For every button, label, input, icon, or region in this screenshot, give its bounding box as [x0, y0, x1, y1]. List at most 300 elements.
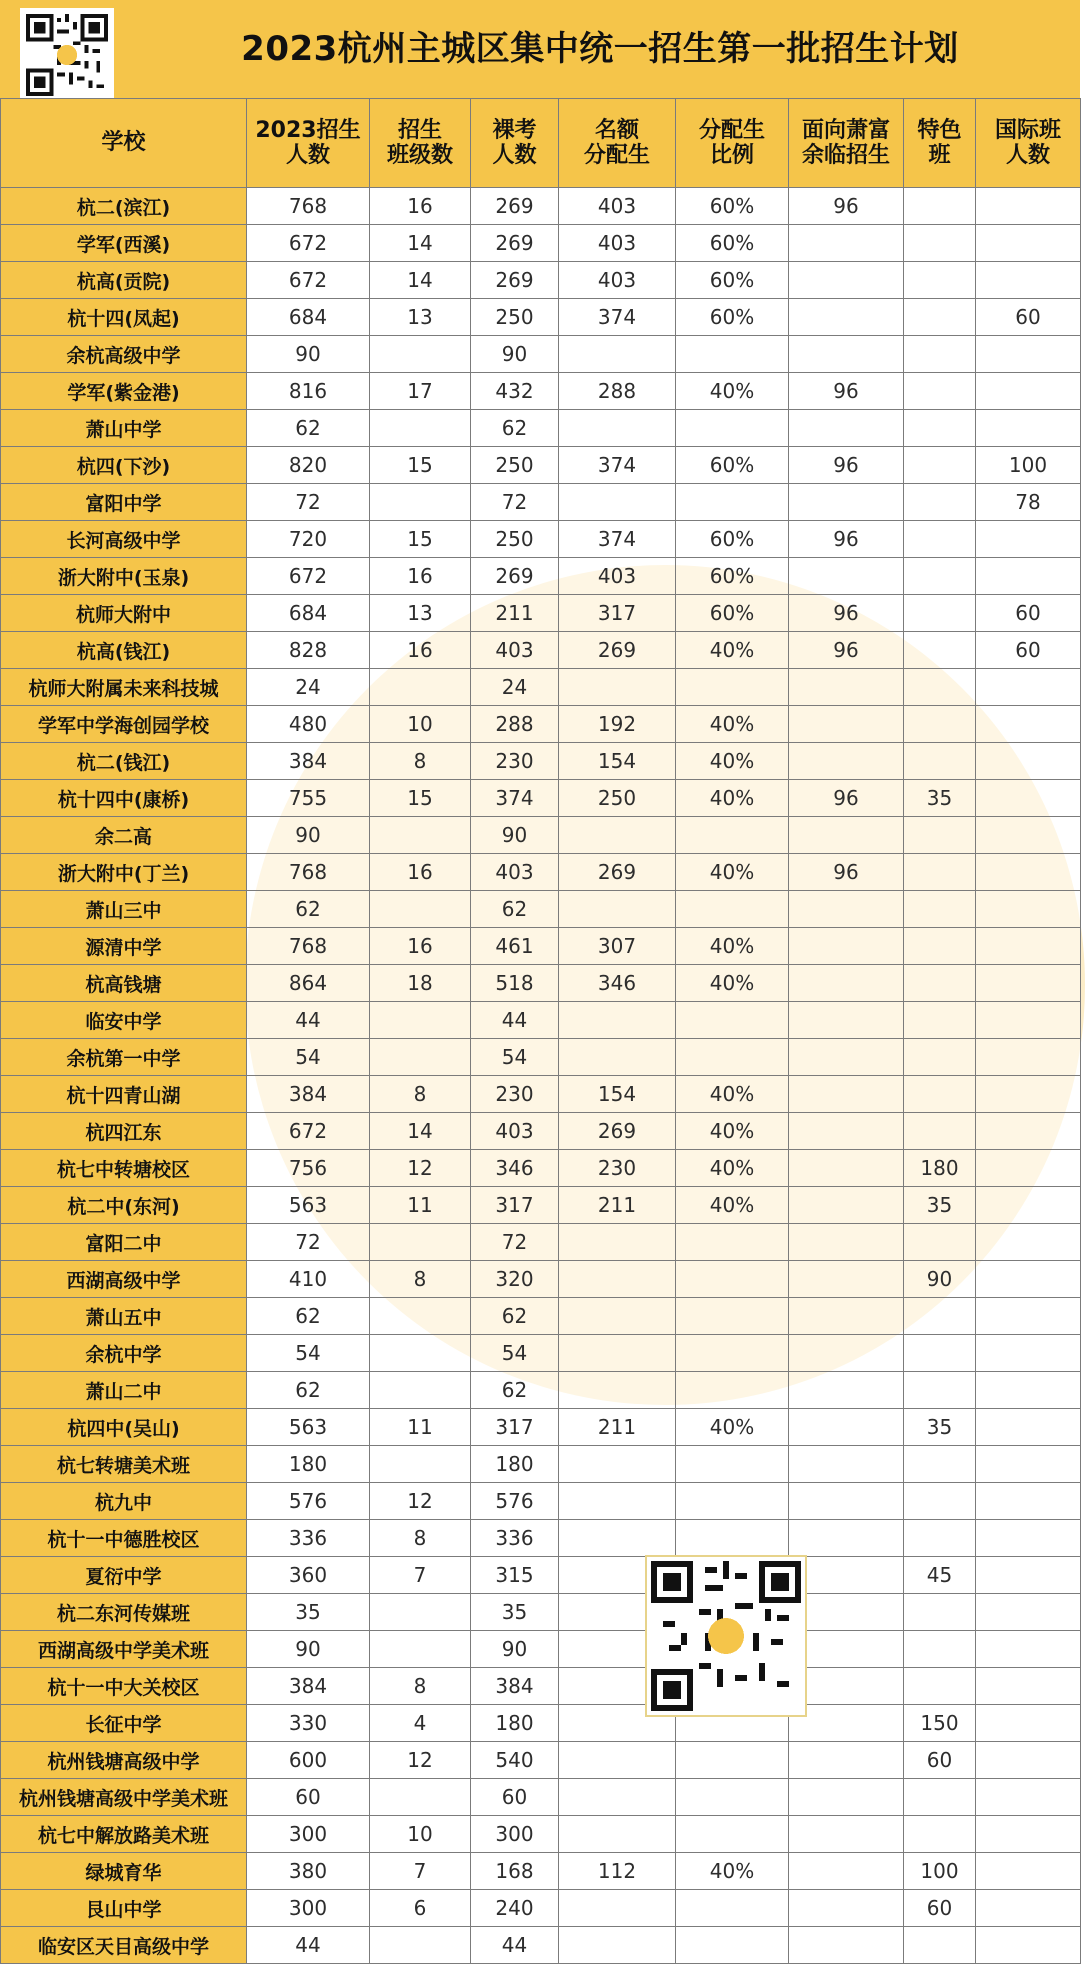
cell-quota: 269: [559, 854, 676, 891]
cell-special: [904, 1779, 976, 1816]
cell-school: 杭二东河传媒班: [1, 1594, 247, 1631]
cell-quota: [559, 1520, 676, 1557]
cell-ratio: [676, 1779, 789, 1816]
cell-xiaoyu: [789, 1890, 904, 1927]
table-header-row: [1, 99, 1081, 188]
cell-naked: 288: [471, 706, 559, 743]
cell-special: [904, 521, 976, 558]
cell-school: 杭十四中(康桥): [1, 780, 247, 817]
cell-intl: [976, 1631, 1081, 1668]
cell-quota: 374: [559, 299, 676, 336]
cell-classes: 12: [370, 1483, 471, 1520]
cell-school: 学军(西溪): [1, 225, 247, 262]
cell-xiaoyu: [789, 1779, 904, 1816]
cell-school: 杭七中解放路美术班: [1, 1816, 247, 1853]
cell-naked: 384: [471, 1668, 559, 1705]
table-row: [1, 1261, 1081, 1298]
cell-intl: 60: [976, 299, 1081, 336]
cell-intl: [976, 1372, 1081, 1409]
cell-school: 富阳二中: [1, 1224, 247, 1261]
cell-naked: 315: [471, 1557, 559, 1594]
cell-xiaoyu: [789, 484, 904, 521]
cell-special: 180: [904, 1150, 976, 1187]
table-row: [1, 891, 1081, 928]
cell-ratio: 40%: [676, 1409, 789, 1446]
header-special: 特色 班: [904, 99, 976, 188]
cell-enroll: 816: [247, 373, 370, 410]
cell-quota: [559, 1446, 676, 1483]
cell-ratio: 40%: [676, 706, 789, 743]
cell-special: [904, 1520, 976, 1557]
cell-quota: 403: [559, 225, 676, 262]
cell-classes: 14: [370, 262, 471, 299]
cell-naked: 62: [471, 891, 559, 928]
cell-special: [904, 373, 976, 410]
cell-quota: 112: [559, 1853, 676, 1890]
cell-naked: 518: [471, 965, 559, 1002]
cell-special: [904, 558, 976, 595]
cell-intl: [976, 706, 1081, 743]
cell-xiaoyu: [789, 1261, 904, 1298]
cell-xiaoyu: [789, 1298, 904, 1335]
cell-xiaoyu: [789, 706, 904, 743]
cell-enroll: 672: [247, 225, 370, 262]
cell-intl: [976, 1594, 1081, 1631]
cell-intl: [976, 1409, 1081, 1446]
cell-ratio: 40%: [676, 965, 789, 1002]
cell-ratio: 60%: [676, 188, 789, 225]
cell-special: [904, 1298, 976, 1335]
cell-school: 杭二中(东河): [1, 1187, 247, 1224]
table-row: [1, 817, 1081, 854]
table-row: [1, 1298, 1081, 1335]
cell-intl: [976, 1298, 1081, 1335]
cell-xiaoyu: [789, 1002, 904, 1039]
cell-xiaoyu: 96: [789, 447, 904, 484]
cell-intl: [976, 1816, 1081, 1853]
cell-ratio: [676, 669, 789, 706]
cell-school: 杭二(滨江): [1, 188, 247, 225]
cell-enroll: 828: [247, 632, 370, 669]
table-row: [1, 262, 1081, 299]
cell-school: 萧山五中: [1, 1298, 247, 1335]
cell-classes: 8: [370, 1668, 471, 1705]
cell-special: [904, 854, 976, 891]
cell-naked: 346: [471, 1150, 559, 1187]
cell-enroll: 820: [247, 447, 370, 484]
cell-classes: [370, 1927, 471, 1964]
table-row: [1, 854, 1081, 891]
cell-quota: [559, 1927, 676, 1964]
enrollment-table: [0, 98, 1081, 1964]
table-row: [1, 447, 1081, 484]
cell-naked: 317: [471, 1187, 559, 1224]
cell-enroll: 300: [247, 1890, 370, 1927]
cell-naked: 317: [471, 1409, 559, 1446]
cell-intl: [976, 336, 1081, 373]
cell-classes: [370, 1779, 471, 1816]
cell-quota: [559, 1298, 676, 1335]
cell-intl: [976, 1890, 1081, 1927]
cell-classes: 4: [370, 1705, 471, 1742]
cell-enroll: 684: [247, 299, 370, 336]
cell-enroll: 864: [247, 965, 370, 1002]
cell-classes: [370, 1446, 471, 1483]
cell-ratio: [676, 817, 789, 854]
cell-quota: [559, 817, 676, 854]
cell-intl: [976, 1520, 1081, 1557]
cell-enroll: 600: [247, 1742, 370, 1779]
cell-enroll: 60: [247, 1779, 370, 1816]
cell-quota: [559, 1002, 676, 1039]
cell-enroll: 44: [247, 1927, 370, 1964]
cell-school: 西湖高级中学: [1, 1261, 247, 1298]
cell-school: 浙大附中(丁兰): [1, 854, 247, 891]
table-row: [1, 1446, 1081, 1483]
cell-quota: 211: [559, 1187, 676, 1224]
cell-school: 杭高钱塘: [1, 965, 247, 1002]
cell-special: 45: [904, 1557, 976, 1594]
cell-ratio: 40%: [676, 780, 789, 817]
header-xiaoyu: 面向萧富 余临招生: [789, 99, 904, 188]
cell-intl: [976, 780, 1081, 817]
cell-xiaoyu: 96: [789, 780, 904, 817]
cell-special: [904, 1816, 976, 1853]
cell-classes: 7: [370, 1557, 471, 1594]
cell-enroll: 62: [247, 1298, 370, 1335]
cell-classes: [370, 1224, 471, 1261]
cell-naked: 540: [471, 1742, 559, 1779]
cell-intl: [976, 1039, 1081, 1076]
cell-quota: 403: [559, 188, 676, 225]
cell-school: 临安区天目高级中学: [1, 1927, 247, 1964]
cell-school: 萧山中学: [1, 410, 247, 447]
table-row: [1, 1816, 1081, 1853]
cell-special: 90: [904, 1261, 976, 1298]
cell-ratio: 40%: [676, 854, 789, 891]
table-row: [1, 669, 1081, 706]
cell-naked: 300: [471, 1816, 559, 1853]
table-row: [1, 780, 1081, 817]
qr-code-icon: [20, 8, 114, 102]
cell-special: [904, 706, 976, 743]
cell-classes: 16: [370, 188, 471, 225]
table-row: [1, 1557, 1081, 1594]
cell-classes: 13: [370, 299, 471, 336]
cell-intl: 78: [976, 484, 1081, 521]
cell-classes: 16: [370, 558, 471, 595]
cell-naked: 54: [471, 1039, 559, 1076]
cell-ratio: [676, 410, 789, 447]
header-intl: 国际班 人数: [976, 99, 1081, 188]
table-row: [1, 225, 1081, 262]
cell-special: [904, 1372, 976, 1409]
cell-naked: 72: [471, 484, 559, 521]
cell-naked: 320: [471, 1261, 559, 1298]
cell-ratio: 60%: [676, 262, 789, 299]
cell-ratio: 60%: [676, 225, 789, 262]
cell-xiaoyu: [789, 891, 904, 928]
cell-xiaoyu: [789, 262, 904, 299]
cell-ratio: [676, 1372, 789, 1409]
cell-naked: 269: [471, 262, 559, 299]
cell-naked: 180: [471, 1446, 559, 1483]
cell-ratio: [676, 1002, 789, 1039]
cell-school: 余杭中学: [1, 1335, 247, 1372]
cell-naked: 44: [471, 1927, 559, 1964]
cell-enroll: 684: [247, 595, 370, 632]
cell-naked: 44: [471, 1002, 559, 1039]
cell-naked: 211: [471, 595, 559, 632]
table-row: [1, 1705, 1081, 1742]
cell-naked: 62: [471, 410, 559, 447]
cell-school: 余杭第一中学: [1, 1039, 247, 1076]
cell-special: [904, 1927, 976, 1964]
cell-school: 杭十四(凤起): [1, 299, 247, 336]
cell-intl: [976, 891, 1081, 928]
cell-naked: 54: [471, 1335, 559, 1372]
cell-enroll: 576: [247, 1483, 370, 1520]
cell-school: 余杭高级中学: [1, 336, 247, 373]
cell-enroll: 384: [247, 743, 370, 780]
cell-school: 杭师大附中: [1, 595, 247, 632]
table-row: [1, 1483, 1081, 1520]
cell-special: [904, 928, 976, 965]
cell-naked: 403: [471, 854, 559, 891]
cell-quota: 374: [559, 521, 676, 558]
cell-intl: [976, 1446, 1081, 1483]
table-row: [1, 521, 1081, 558]
cell-xiaoyu: [789, 928, 904, 965]
cell-classes: 15: [370, 447, 471, 484]
cell-enroll: 54: [247, 1039, 370, 1076]
cell-school: 绿城育华: [1, 1853, 247, 1890]
cell-enroll: 768: [247, 928, 370, 965]
cell-intl: [976, 262, 1081, 299]
cell-quota: [559, 1890, 676, 1927]
table-row: [1, 595, 1081, 632]
cell-quota: [559, 1039, 676, 1076]
cell-school: 萧山三中: [1, 891, 247, 928]
cell-enroll: 90: [247, 817, 370, 854]
cell-ratio: 40%: [676, 1076, 789, 1113]
cell-xiaoyu: [789, 743, 904, 780]
cell-naked: 250: [471, 447, 559, 484]
cell-intl: [976, 1927, 1081, 1964]
cell-xiaoyu: [789, 299, 904, 336]
cell-school: 夏衍中学: [1, 1557, 247, 1594]
cell-special: 100: [904, 1853, 976, 1890]
cell-xiaoyu: [789, 1150, 904, 1187]
cell-school: 学军(紫金港): [1, 373, 247, 410]
cell-special: [904, 669, 976, 706]
cell-enroll: 672: [247, 1113, 370, 1150]
cell-naked: 269: [471, 225, 559, 262]
cell-ratio: [676, 1742, 789, 1779]
cell-naked: 269: [471, 558, 559, 595]
cell-enroll: 330: [247, 1705, 370, 1742]
cell-classes: [370, 1335, 471, 1372]
cell-quota: [559, 1742, 676, 1779]
cell-quota: 230: [559, 1150, 676, 1187]
cell-school: 杭州钱塘高级中学: [1, 1742, 247, 1779]
cell-intl: [976, 188, 1081, 225]
cell-naked: 250: [471, 521, 559, 558]
cell-classes: 16: [370, 632, 471, 669]
header-quota: 名额 分配生: [559, 99, 676, 188]
cell-naked: 432: [471, 373, 559, 410]
cell-classes: 11: [370, 1409, 471, 1446]
cell-enroll: 72: [247, 1224, 370, 1261]
cell-classes: 16: [370, 928, 471, 965]
cell-school: 萧山二中: [1, 1372, 247, 1409]
cell-classes: 14: [370, 1113, 471, 1150]
cell-quota: [559, 410, 676, 447]
table-row: [1, 1409, 1081, 1446]
table-row: [1, 410, 1081, 447]
cell-classes: [370, 817, 471, 854]
cell-quota: [559, 1779, 676, 1816]
table-row: [1, 1335, 1081, 1372]
table-row: [1, 1520, 1081, 1557]
cell-classes: 10: [370, 1816, 471, 1853]
cell-school: 西湖高级中学美术班: [1, 1631, 247, 1668]
cell-enroll: 384: [247, 1668, 370, 1705]
cell-school: 杭十一中德胜校区: [1, 1520, 247, 1557]
cell-xiaoyu: [789, 1039, 904, 1076]
cell-special: [904, 336, 976, 373]
cell-special: [904, 632, 976, 669]
cell-ratio: 60%: [676, 447, 789, 484]
cell-classes: [370, 1002, 471, 1039]
table-row: [1, 1742, 1081, 1779]
table-row: [1, 632, 1081, 669]
cell-school: 杭师大附属未来科技城: [1, 669, 247, 706]
table-row: [1, 1113, 1081, 1150]
table-row: [1, 928, 1081, 965]
cell-naked: 168: [471, 1853, 559, 1890]
cell-naked: 90: [471, 817, 559, 854]
cell-intl: [976, 1261, 1081, 1298]
cell-enroll: 410: [247, 1261, 370, 1298]
cell-xiaoyu: [789, 336, 904, 373]
table-row: [1, 299, 1081, 336]
cell-special: [904, 262, 976, 299]
table-row: [1, 1594, 1081, 1631]
cell-naked: 403: [471, 632, 559, 669]
cell-ratio: [676, 1927, 789, 1964]
cell-classes: 7: [370, 1853, 471, 1890]
header-enroll: 2023招生 人数: [247, 99, 370, 188]
table-row: [1, 965, 1081, 1002]
cell-ratio: 60%: [676, 558, 789, 595]
table-row: [1, 1039, 1081, 1076]
cell-naked: 90: [471, 1631, 559, 1668]
cell-xiaoyu: 96: [789, 188, 904, 225]
cell-classes: 8: [370, 1520, 471, 1557]
cell-classes: [370, 484, 471, 521]
cell-intl: [976, 928, 1081, 965]
cell-classes: 11: [370, 1187, 471, 1224]
cell-classes: 6: [370, 1890, 471, 1927]
cell-special: [904, 1594, 976, 1631]
cell-xiaoyu: 96: [789, 632, 904, 669]
cell-ratio: [676, 1298, 789, 1335]
cell-ratio: [676, 1224, 789, 1261]
cell-classes: 15: [370, 780, 471, 817]
cell-quota: 317: [559, 595, 676, 632]
table-row: [1, 1002, 1081, 1039]
table-row: [1, 336, 1081, 373]
cell-ratio: [676, 891, 789, 928]
cell-xiaoyu: [789, 1335, 904, 1372]
cell-special: 150: [904, 1705, 976, 1742]
cell-enroll: 756: [247, 1150, 370, 1187]
qr-code-icon: [645, 1555, 807, 1717]
cell-intl: [976, 1076, 1081, 1113]
cell-ratio: [676, 1483, 789, 1520]
table-row: [1, 1076, 1081, 1113]
title-bar: [0, 0, 1080, 100]
cell-naked: 24: [471, 669, 559, 706]
cell-enroll: 380: [247, 1853, 370, 1890]
cell-enroll: 768: [247, 854, 370, 891]
table-wrapper: [0, 98, 1080, 1958]
cell-classes: 8: [370, 1076, 471, 1113]
cell-enroll: 563: [247, 1187, 370, 1224]
cell-xiaoyu: [789, 669, 904, 706]
cell-special: [904, 817, 976, 854]
cell-xiaoyu: [789, 1224, 904, 1261]
cell-special: [904, 188, 976, 225]
cell-quota: 374: [559, 447, 676, 484]
cell-special: 60: [904, 1890, 976, 1927]
cell-intl: [976, 854, 1081, 891]
cell-xiaoyu: [789, 1816, 904, 1853]
cell-special: [904, 965, 976, 1002]
cell-intl: 100: [976, 447, 1081, 484]
cell-classes: [370, 1298, 471, 1335]
cell-intl: [976, 1335, 1081, 1372]
cell-intl: [976, 373, 1081, 410]
cell-naked: 62: [471, 1372, 559, 1409]
cell-intl: 60: [976, 632, 1081, 669]
cell-school: 杭四(下沙): [1, 447, 247, 484]
cell-xiaoyu: [789, 965, 904, 1002]
cell-classes: [370, 410, 471, 447]
cell-enroll: 672: [247, 262, 370, 299]
cell-naked: 576: [471, 1483, 559, 1520]
cell-xiaoyu: [789, 1187, 904, 1224]
cell-special: [904, 891, 976, 928]
cell-ratio: [676, 1039, 789, 1076]
cell-quota: [559, 1372, 676, 1409]
cell-classes: 10: [370, 706, 471, 743]
header-naked: 裸考 人数: [471, 99, 559, 188]
cell-quota: [559, 484, 676, 521]
cell-quota: 211: [559, 1409, 676, 1446]
cell-naked: 269: [471, 188, 559, 225]
cell-xiaoyu: [789, 1113, 904, 1150]
cell-special: [904, 299, 976, 336]
cell-enroll: 384: [247, 1076, 370, 1113]
cell-ratio: 40%: [676, 1113, 789, 1150]
cell-ratio: [676, 1520, 789, 1557]
cell-naked: 60: [471, 1779, 559, 1816]
cell-intl: [976, 817, 1081, 854]
cell-classes: [370, 1594, 471, 1631]
cell-special: [904, 1224, 976, 1261]
